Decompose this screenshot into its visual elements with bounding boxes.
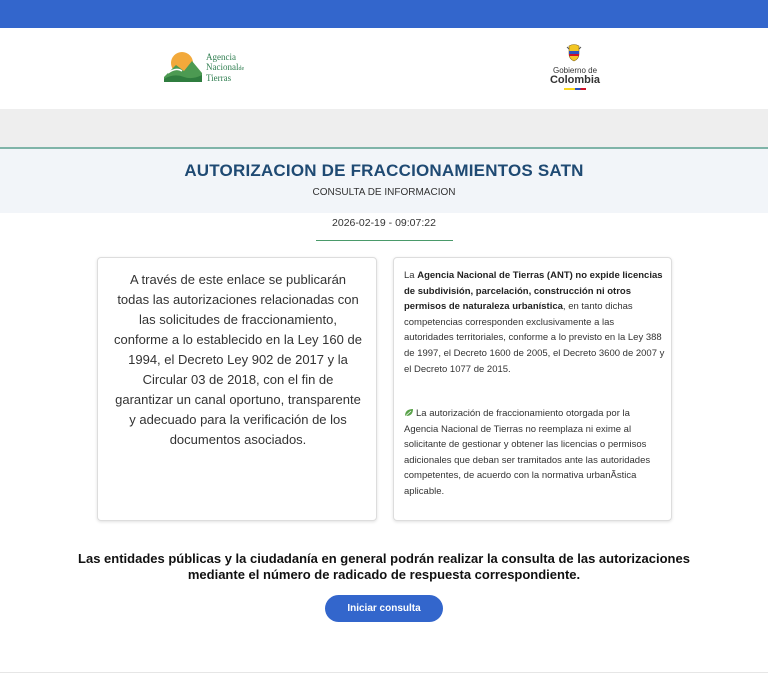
timestamp-divider: [316, 240, 453, 241]
nav-gray-band: [0, 109, 768, 147]
colombia-crest-icon: [566, 44, 582, 62]
fraccionamiento-note: [404, 406, 666, 500]
ant-disclaimer-bold: Agencia Nacional de Tierras (ANT) no expide licencias de subdivisión, parcelación, construcción ni otros permisos de naturaleza urbanística: [404, 270, 663, 313]
ant-mountain-sun-logo-icon: [162, 49, 204, 85]
leaf-icon: [404, 408, 414, 417]
fraccionamiento-note-text: La autorización de fraccionamiento otorgada por la Agencia Nacional de Tierras no reemplaza ni exime al solicitante de gestionar y obtener las licencias o permisos adicionales que deban ser tramitados ante las autoridades competentes, de acuerdo con la normativa urbanÃstica aplicable.: [404, 408, 651, 497]
ant-logo-line1: Agencia: [206, 52, 236, 62]
colombia-flag-stripe: [564, 88, 586, 90]
iniciar-consulta-button[interactable]: Iniciar consulta: [325, 595, 443, 622]
top-gov-bar: [0, 0, 768, 28]
ant-disclaimer-text: La Agencia Nacional de Tierras (ANT) no expide licencias de subdivisión, parcelación, construcción ni otros permisos de naturaleza urbanística, en tanto dichas competencias corresponden exclusivamente a las autoridades territoriales, conforme a lo previsto en la Ley 388 de 1997, el Decreto 1600 de 2005, el Decreto 3600 de 2007 y el Decreto 1077 de 2015.: [404, 270, 665, 375]
ant-logo-line2: Nacionalde: [206, 61, 245, 72]
info-card-left: [97, 257, 377, 521]
ant-logo[interactable]: [162, 49, 262, 85]
consulta-notice: [0, 551, 768, 583]
gov-logo-line1: Gobierno de: [552, 66, 598, 75]
page-title: AUTORIZACION DE FRACCIONAMIENTOS SATN: [184, 161, 584, 180]
title-section: [0, 147, 768, 213]
consulta-notice-line2: mediante el número de radicado de respuesta correspondiente.: [187, 567, 581, 582]
site-header: [0, 28, 768, 109]
ant-logo-line3: Tierras: [206, 73, 232, 83]
ant-logo-text: [206, 53, 244, 84]
timestamp: 2026-02-19 - 09:07:22: [332, 217, 436, 229]
footer-divider: [0, 672, 768, 673]
info-card-left-text: A través de este enlace se publicarán todas las autorizaciones relacionadas con las solicitudes de fraccionamiento, conforme a lo establecido en la Ley 160 de 1994, el Decreto Ley 902 de 2017 y la Circular 03 de 2018, con el fin de garantizar un canal oportuno, transparente y adecuado para la verificación de los documentos asociados.: [114, 272, 362, 447]
gov-colombia-logo[interactable]: [544, 44, 606, 94]
page-subtitle: CONSULTA DE INFORMACION: [312, 187, 456, 198]
info-card-right: [393, 257, 672, 521]
consulta-notice-line1: Las entidades públicas y la ciudadanía en general podrán realizar la consulta de las autorizaciones: [78, 551, 690, 566]
gov-logo-line2: Colombia: [549, 74, 601, 86]
